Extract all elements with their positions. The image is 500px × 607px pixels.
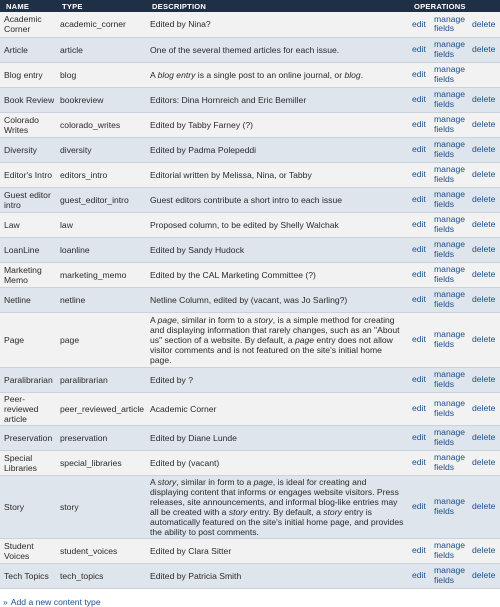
operations-group [412,370,500,389]
description-fragment: blog entry [157,69,196,80]
delete-link[interactable]: delete [472,431,496,442]
description-fragment: page [253,476,273,487]
row-operations [408,212,500,237]
row-name: Peer-reviewed article [0,392,56,425]
edit-link[interactable]: edit [412,43,426,54]
manage-fields-link[interactable]: manage fields [434,452,466,472]
row-name: Guest editor intro [0,187,56,212]
delete-link[interactable]: delete [472,373,496,384]
manage-fields-link[interactable]: manage fields [434,264,466,284]
delete-link[interactable]: delete [472,500,496,511]
table-row [0,112,500,137]
row-name: Story [0,475,56,538]
row-operations [408,62,500,87]
delete-link-cell [472,502,500,512]
edit-link-cell [412,335,434,345]
edit-link-cell [412,295,434,305]
row-type: loanline [56,237,146,262]
row-name: Editor's Intro [0,162,56,187]
edit-link[interactable]: edit [412,218,426,229]
delete-link-cell [472,145,500,155]
edit-link-cell [412,375,434,385]
manage-fields-link[interactable]: manage fields [434,289,466,309]
delete-link-cell [472,170,500,180]
operations-group [412,566,500,585]
manage-fields-link-cell [434,497,472,516]
manage-fields-link-cell [434,190,472,209]
row-name: Academic Corner [0,12,56,37]
description-fragment: story [157,476,177,487]
row-operations [408,37,500,62]
row-type: guest_editor_intro [56,187,146,212]
operations-group [412,140,500,159]
operations-group [412,330,500,349]
edit-link[interactable]: edit [412,93,426,104]
edit-link-cell [412,546,434,556]
row-type: article [56,37,146,62]
table-row [0,37,500,62]
row-type: story [56,475,146,538]
table-row [0,312,500,367]
delete-link[interactable]: delete [472,118,496,129]
row-operations [408,367,500,392]
operations-group [412,290,500,309]
description-fragment: blog [344,69,361,80]
row-name: Page [0,312,56,367]
operations-group [412,453,500,472]
delete-link[interactable]: delete [472,333,496,344]
edit-link[interactable]: edit [412,293,426,304]
description-fragment: page [157,314,177,325]
row-operations [408,475,500,538]
description-fragment: A [150,69,158,80]
delete-link-cell [472,295,500,305]
table-row [0,187,500,212]
column-header-operations: OPERATIONS [408,0,500,12]
delete-link[interactable]: delete [472,18,496,29]
edit-link-cell [412,270,434,280]
edit-link-cell [412,70,434,80]
delete-link[interactable]: delete [472,218,496,229]
manage-fields-link-cell [434,240,472,259]
table-row [0,450,500,475]
delete-link[interactable]: delete [472,93,496,104]
manage-fields-link-cell [434,65,472,84]
row-description: Edited by Padma Polepeddi [146,137,408,162]
row-name: Marketing Memo [0,262,56,287]
delete-link-cell [472,195,500,205]
table-row [0,538,500,563]
manage-fields-link[interactable]: manage fields [434,13,466,34]
row-description: Edited by Nina? [146,12,408,37]
edit-link[interactable]: edit [412,544,426,555]
row-type: academic_corner [56,12,146,37]
edit-link-cell [412,95,434,105]
operations-group [412,497,500,516]
description-fragment: , similar in form to a [176,314,255,325]
edit-link[interactable]: edit [412,118,426,129]
description-fragment: entry does not allow visitor comments and is not featured on the site's initial home page. [150,334,393,365]
manage-fields-link-cell [434,428,472,447]
row-description [146,312,408,367]
edit-link[interactable]: edit [412,431,426,442]
row-operations [408,287,500,312]
manage-fields-link-cell [434,15,472,34]
edit-link[interactable]: edit [412,500,426,511]
column-header-type: TYPE [56,0,146,12]
table-row [0,287,500,312]
delete-link-cell [472,571,500,581]
description-fragment: entry. By default, a [247,506,324,517]
row-name: Netline [0,287,56,312]
delete-link[interactable]: delete [472,544,496,555]
edit-link-cell [412,45,434,55]
table-row [0,137,500,162]
table-row [0,392,500,425]
manage-fields-link-cell [434,40,472,59]
edit-link-cell [412,458,434,468]
manage-fields-link[interactable]: manage fields [434,496,466,516]
row-type: bookreview [56,87,146,112]
edit-link[interactable]: edit [412,268,426,279]
row-description: Proposed column, to be edited by Shelly Walchak [146,212,408,237]
manage-fields-link-cell [434,165,472,184]
delete-link-cell [472,20,500,30]
delete-link-cell [472,120,500,130]
edit-link[interactable]: edit [412,373,426,384]
edit-link[interactable]: edit [412,143,426,154]
row-name: Article [0,37,56,62]
edit-link[interactable]: edit [412,193,426,204]
edit-link-cell [412,195,434,205]
arrow-icon: » [3,596,8,607]
row-type: netline [56,287,146,312]
description-fragment: A [150,476,158,487]
manage-fields-link-cell [434,330,472,349]
manage-fields-link[interactable]: manage fields [434,89,466,109]
manage-fields-link-cell [434,215,472,234]
row-type: blog [56,62,146,87]
row-name: Tech Topics [0,563,56,588]
description-fragment: entry is automatically featured on the site's initial home page, and provides the ability to post comments. [150,506,404,537]
operations-group [412,240,500,259]
row-operations [408,425,500,450]
delete-link-cell [472,546,500,556]
delete-link-cell [472,335,500,345]
delete-link[interactable]: delete [472,456,496,467]
manage-fields-link-cell [434,566,472,585]
row-operations [408,187,500,212]
row-description: Academic Corner [146,392,408,425]
row-description: Guest editors contribute a short intro to each issue [146,187,408,212]
manage-fields-link[interactable]: manage fields [434,427,466,447]
delete-link[interactable]: delete [472,43,496,54]
row-operations [408,237,500,262]
row-type: student_voices [56,538,146,563]
delete-link-cell [472,245,500,255]
operations-group [412,399,500,418]
delete-link-cell [472,220,500,230]
row-operations [408,538,500,563]
row-type: peer_reviewed_article [56,392,146,425]
row-operations [408,563,500,588]
row-type: paralibrarian [56,367,146,392]
operations-group [412,541,500,560]
delete-link-cell [472,404,500,414]
delete-link-cell [472,458,500,468]
edit-link[interactable]: edit [412,456,426,467]
row-operations [408,112,500,137]
column-header-name: NAME [0,0,56,12]
manage-fields-link-cell [434,290,472,309]
manage-fields-link[interactable]: manage fields [434,329,466,349]
manage-fields-link[interactable]: manage fields [434,164,466,184]
row-description [146,62,408,87]
row-description: Netline Column, edited by (vacant, was Jo Sarling?) [146,287,408,312]
operations-group [412,15,500,34]
description-fragment: page [294,334,315,345]
description-fragment: . [360,69,364,80]
row-description: Editors: Dina Hornreich and Eric Bemiller [146,87,408,112]
manage-fields-link[interactable]: manage fields [434,369,466,389]
operations-group [412,165,500,184]
operations-group [412,115,500,134]
edit-link-cell [412,404,434,414]
delete-link-cell [472,433,500,443]
delete-link-cell [472,45,500,55]
row-operations [408,312,500,367]
operations-group [412,265,500,284]
delete-link-cell [472,270,500,280]
row-name: Special Libraries [0,450,56,475]
description-fragment: , is a simple method for creating and displaying information that rarely changes, such as an "About us" section of a website. By default, a [150,314,400,345]
table-row [0,62,500,87]
edit-link-cell [412,170,434,180]
manage-fields-link[interactable]: manage fields [434,139,466,159]
row-type: diversity [56,137,146,162]
manage-fields-link[interactable]: manage fields [434,239,466,259]
row-name: Diversity [0,137,56,162]
manage-fields-link-cell [434,453,472,472]
operations-group [412,190,500,209]
operations-group [412,90,500,109]
edit-link[interactable]: edit [412,333,426,344]
table-header-row [0,0,500,12]
description-fragment: story [254,314,273,325]
row-name: LoanLine [0,237,56,262]
edit-link[interactable]: edit [412,402,426,413]
table-body [0,12,500,588]
row-description: Edited by Patricia Smith [146,563,408,588]
table-row [0,475,500,538]
manage-fields-link[interactable]: manage fields [434,39,466,59]
row-description: Edited by ? [146,367,408,392]
manage-fields-link[interactable]: manage fields [434,398,466,418]
row-description [146,475,408,538]
row-operations [408,392,500,425]
manage-fields-link-cell [434,370,472,389]
table-row [0,87,500,112]
row-name: Preservation [0,425,56,450]
row-name: Blog entry [0,62,56,87]
manage-fields-link[interactable]: manage fields [434,214,466,234]
row-operations [408,12,500,37]
row-operations [408,87,500,112]
delete-link[interactable]: delete [472,569,496,580]
row-name: Law [0,212,56,237]
manage-fields-link-cell [434,90,472,109]
row-type: tech_topics [56,563,146,588]
manage-fields-link[interactable]: manage fields [434,64,466,84]
table-row [0,12,500,37]
delete-link[interactable]: delete [472,168,496,179]
operations-group [412,40,500,59]
table-row [0,367,500,392]
row-operations [408,137,500,162]
table-row [0,162,500,187]
operations-group [412,428,500,447]
manage-fields-link-cell [434,541,472,560]
description-fragment: story [228,506,248,517]
column-header-description: DESCRIPTION [146,0,408,12]
manage-fields-link-cell [434,265,472,284]
edit-link-cell [412,245,434,255]
row-description: Editorial written by Melissa, Nina, or Tabby [146,162,408,187]
delete-link[interactable]: delete [472,402,496,413]
table-row [0,425,500,450]
manage-fields-link[interactable]: manage fields [434,540,466,560]
row-description: One of the several themed articles for each issue. [146,37,408,62]
row-name: Student Voices [0,538,56,563]
delete-link-cell [472,375,500,385]
delete-link[interactable]: delete [472,243,496,254]
manage-fields-link[interactable]: manage fields [434,565,466,585]
row-description: Edited by Sandy Hudock [146,237,408,262]
row-type: preservation [56,425,146,450]
row-name: Book Review [0,87,56,112]
row-name: Colorado Writes [0,112,56,137]
delete-link-cell [472,95,500,105]
operations-group [412,215,500,234]
manage-fields-link[interactable]: manage fields [434,114,466,134]
edit-link[interactable]: edit [412,243,426,254]
row-description: Edited by Clara Sitter [146,538,408,563]
row-type: colorado_writes [56,112,146,137]
manage-fields-link-cell [434,140,472,159]
delete-link[interactable]: delete [472,293,496,304]
row-type: special_libraries [56,450,146,475]
description-fragment: , is ideal for creating and displaying content that informs or engages website visitors. Press releases, site announcements, and informal blog-like entries may all be created with a [150,476,399,517]
add-content-type-label: Add a new content type [10,596,101,607]
edit-link[interactable]: edit [412,68,426,79]
row-name: Paralibrarian [0,367,56,392]
manage-fields-link-cell [434,115,472,134]
edit-link-cell [412,220,434,230]
row-description: Edited by the CAL Marketing Committee (?) [146,262,408,287]
manage-fields-link[interactable]: manage fields [434,189,466,209]
row-description: Edited by Diane Lunde [146,425,408,450]
row-description: Edited by Tabby Farney (?) [146,112,408,137]
manage-fields-link-cell [434,399,472,418]
operations-group [412,65,500,84]
row-operations [408,162,500,187]
edit-link-cell [412,20,434,30]
row-type: law [56,212,146,237]
table-row [0,262,500,287]
table-row [0,563,500,588]
delete-link[interactable]: delete [472,143,496,154]
row-type: marketing_memo [56,262,146,287]
delete-link[interactable]: delete [472,268,496,279]
row-type: page [56,312,146,367]
add-content-type-link[interactable] [3,597,500,607]
description-fragment: is a single post to an online journal, or [195,69,345,80]
table-row [0,212,500,237]
description-fragment: , similar in form to a [176,476,254,487]
edit-link[interactable]: edit [412,168,426,179]
edit-link[interactable]: edit [412,569,426,580]
delete-link[interactable]: delete [472,193,496,204]
edit-link-cell [412,120,434,130]
edit-link-cell [412,145,434,155]
row-description: Edited by (vacant) [146,450,408,475]
row-operations [408,450,500,475]
edit-link-cell [412,571,434,581]
row-type: editors_intro [56,162,146,187]
description-fragment: story [323,506,342,517]
table-row [0,237,500,262]
edit-link-cell [412,433,434,443]
description-fragment: A [150,314,158,325]
row-operations [408,262,500,287]
edit-link[interactable]: edit [412,18,426,29]
edit-link-cell [412,502,434,512]
